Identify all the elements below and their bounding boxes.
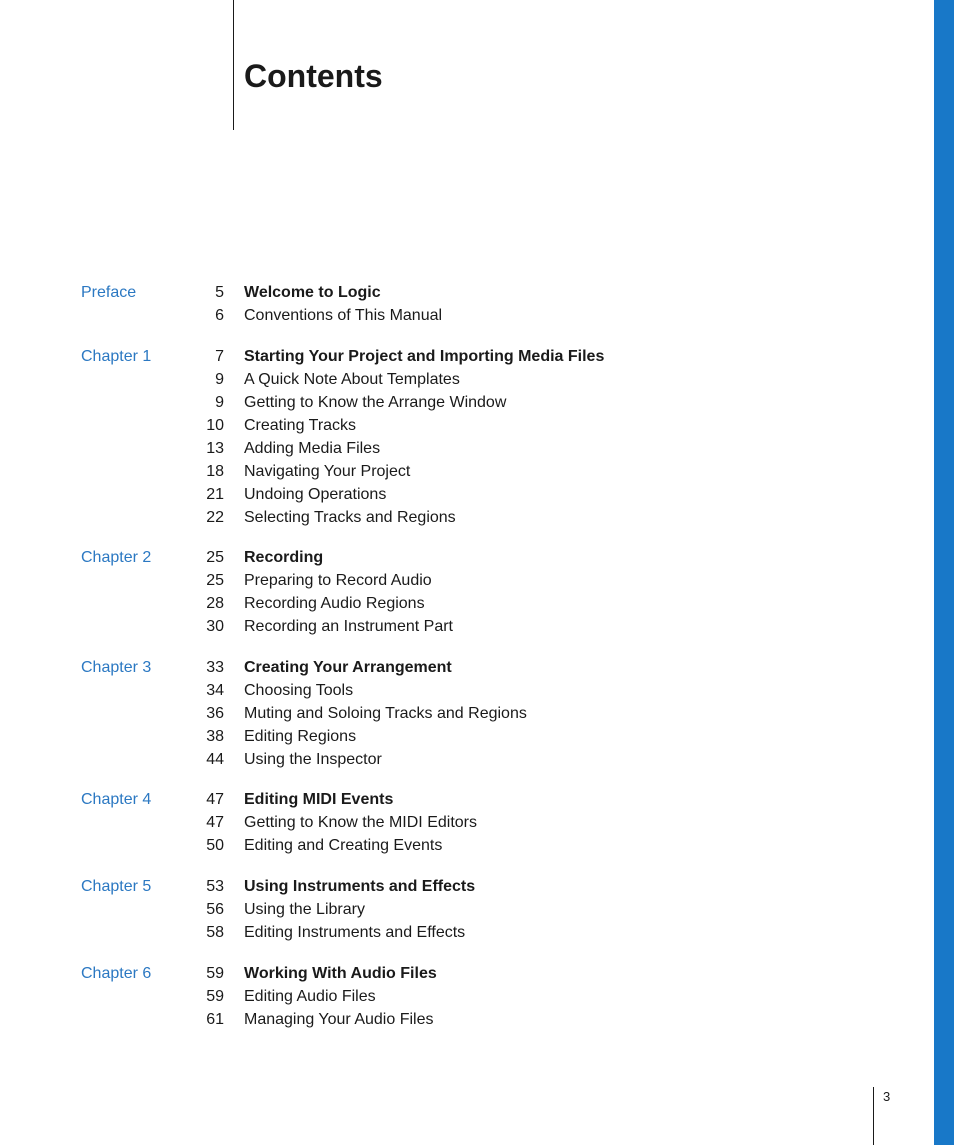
section-label[interactable]: Preface — [81, 284, 137, 301]
toc-entry[interactable] — [0, 656, 934, 679]
toc-section-chapter-5 — [0, 875, 934, 944]
entry-title[interactable]: Editing Audio Files — [244, 988, 376, 1005]
page-num: 6 — [215, 307, 224, 324]
toc-entry[interactable] — [0, 1008, 934, 1030]
page-num: 25 — [206, 549, 224, 566]
toc-entry[interactable] — [0, 414, 934, 437]
page-num: 47 — [206, 814, 224, 831]
toc-entry[interactable] — [0, 546, 934, 569]
page-num: 28 — [206, 595, 224, 612]
entry-title[interactable]: A Quick Note About Templates — [244, 371, 460, 388]
entry-title[interactable]: Selecting Tracks and Regions — [244, 509, 456, 526]
section-label[interactable]: Chapter 6 — [81, 965, 152, 982]
toc-section-chapter-3 — [0, 656, 934, 771]
entry-title[interactable]: Managing Your Audio Files — [244, 1011, 434, 1028]
toc-entry[interactable] — [0, 391, 934, 414]
entry-title[interactable]: Starting Your Project and Importing Media Files — [244, 348, 605, 365]
section-label[interactable]: Chapter 1 — [81, 348, 152, 365]
page-num: 9 — [215, 371, 224, 388]
footer-rule — [873, 1087, 874, 1145]
page-num: 18 — [206, 463, 224, 480]
entry-title[interactable]: Editing and Creating Events — [244, 837, 443, 854]
toc-entry[interactable] — [0, 460, 934, 483]
page-num: 47 — [206, 791, 224, 808]
entry-title[interactable]: Creating Tracks — [244, 417, 357, 434]
entry-title[interactable]: Adding Media Files — [244, 440, 381, 457]
entry-title[interactable]: Muting and Soloing Tracks and Regions — [244, 705, 527, 722]
page-num: 36 — [206, 705, 224, 722]
toc-entry[interactable] — [0, 592, 934, 615]
toc-entry[interactable] — [0, 345, 934, 368]
page-num: 21 — [206, 486, 224, 503]
page-num: 50 — [206, 837, 224, 854]
page-num: 53 — [206, 878, 224, 895]
toc-entry[interactable] — [0, 506, 934, 529]
section-label[interactable]: Chapter 4 — [81, 791, 152, 808]
section-label[interactable]: Chapter 5 — [81, 878, 152, 895]
toc-section-chapter-2 — [0, 546, 934, 638]
section-label[interactable]: Chapter 2 — [81, 549, 152, 566]
blue-side-bar — [934, 0, 954, 1145]
toc-entry[interactable] — [0, 569, 934, 592]
toc-section-chapter-1 — [0, 345, 934, 529]
entry-title[interactable]: Preparing to Record Audio — [244, 572, 432, 589]
toc-entry[interactable] — [0, 702, 934, 725]
page-num: 56 — [206, 901, 224, 918]
entry-title[interactable]: Using Instruments and Effects — [244, 878, 476, 895]
toc-entry[interactable] — [0, 437, 934, 460]
entry-title[interactable]: Getting to Know the Arrange Window — [244, 394, 507, 411]
entry-title[interactable]: Getting to Know the MIDI Editors — [244, 814, 477, 831]
toc-entry[interactable] — [0, 898, 934, 921]
toc-entry[interactable] — [0, 304, 934, 327]
entry-title[interactable]: Creating Your Arrangement — [244, 659, 452, 676]
entry-title[interactable]: Recording an Instrument Part — [244, 618, 453, 635]
toc-entry[interactable] — [0, 811, 934, 834]
page-num: 10 — [206, 417, 224, 434]
entry-title[interactable]: Welcome to Logic — [244, 284, 381, 301]
entry-title[interactable]: Conventions of This Manual — [244, 307, 443, 324]
toc-entry[interactable] — [0, 368, 934, 391]
toc-entry[interactable] — [0, 921, 934, 944]
toc-section-chapter-4 — [0, 788, 934, 857]
page-num: 5 — [215, 284, 224, 301]
toc-entry[interactable] — [0, 615, 934, 638]
entry-title[interactable]: Choosing Tools — [244, 682, 354, 699]
toc-entry[interactable] — [0, 281, 934, 304]
title-rule — [233, 0, 234, 130]
entry-title[interactable]: Navigating Your Project — [244, 463, 411, 480]
section-label[interactable]: Chapter 3 — [81, 659, 152, 676]
page-num: 59 — [206, 988, 224, 1005]
entry-title[interactable]: Recording Audio Regions — [244, 595, 425, 612]
entry-title[interactable]: Editing Instruments and Effects — [244, 924, 466, 941]
page-num: 38 — [206, 728, 224, 745]
page-number: 3 — [883, 1089, 891, 1104]
page-num: 33 — [206, 659, 224, 676]
entry-title[interactable]: Working With Audio Files — [244, 965, 437, 982]
toc-entry[interactable] — [0, 679, 934, 702]
page-num: 9 — [215, 394, 224, 411]
entry-title[interactable]: Using the Library — [244, 901, 365, 918]
entry-title[interactable]: Recording — [244, 549, 324, 566]
toc-entry[interactable] — [0, 748, 934, 771]
page-num: 30 — [206, 618, 224, 635]
toc-entry[interactable] — [0, 875, 934, 898]
page-num: 59 — [206, 965, 224, 982]
toc-entry[interactable] — [0, 483, 934, 506]
entry-title[interactable]: Editing MIDI Events — [244, 791, 394, 808]
page-num: 58 — [206, 924, 224, 941]
page-num: 61 — [206, 1011, 224, 1028]
toc-entry[interactable] — [0, 725, 934, 748]
entry-title[interactable]: Using the Inspector — [244, 751, 382, 768]
entry-title[interactable]: Undoing Operations — [244, 486, 387, 503]
page-num: 22 — [206, 509, 224, 526]
page-num: 44 — [206, 751, 224, 768]
toc-section-chapter-6 — [0, 962, 934, 1030]
page-num: 34 — [206, 682, 224, 699]
page-num: 25 — [206, 572, 224, 589]
entry-title[interactable]: Editing Regions — [244, 728, 357, 745]
page-title: Contents — [244, 58, 383, 94]
toc-entry[interactable] — [0, 962, 934, 985]
page-num: 7 — [215, 348, 224, 365]
toc-entry[interactable] — [0, 788, 934, 811]
page-num: 13 — [206, 440, 224, 457]
toc-entry[interactable] — [0, 834, 934, 857]
toc-section-preface — [0, 281, 934, 327]
toc-entry[interactable] — [0, 985, 934, 1008]
